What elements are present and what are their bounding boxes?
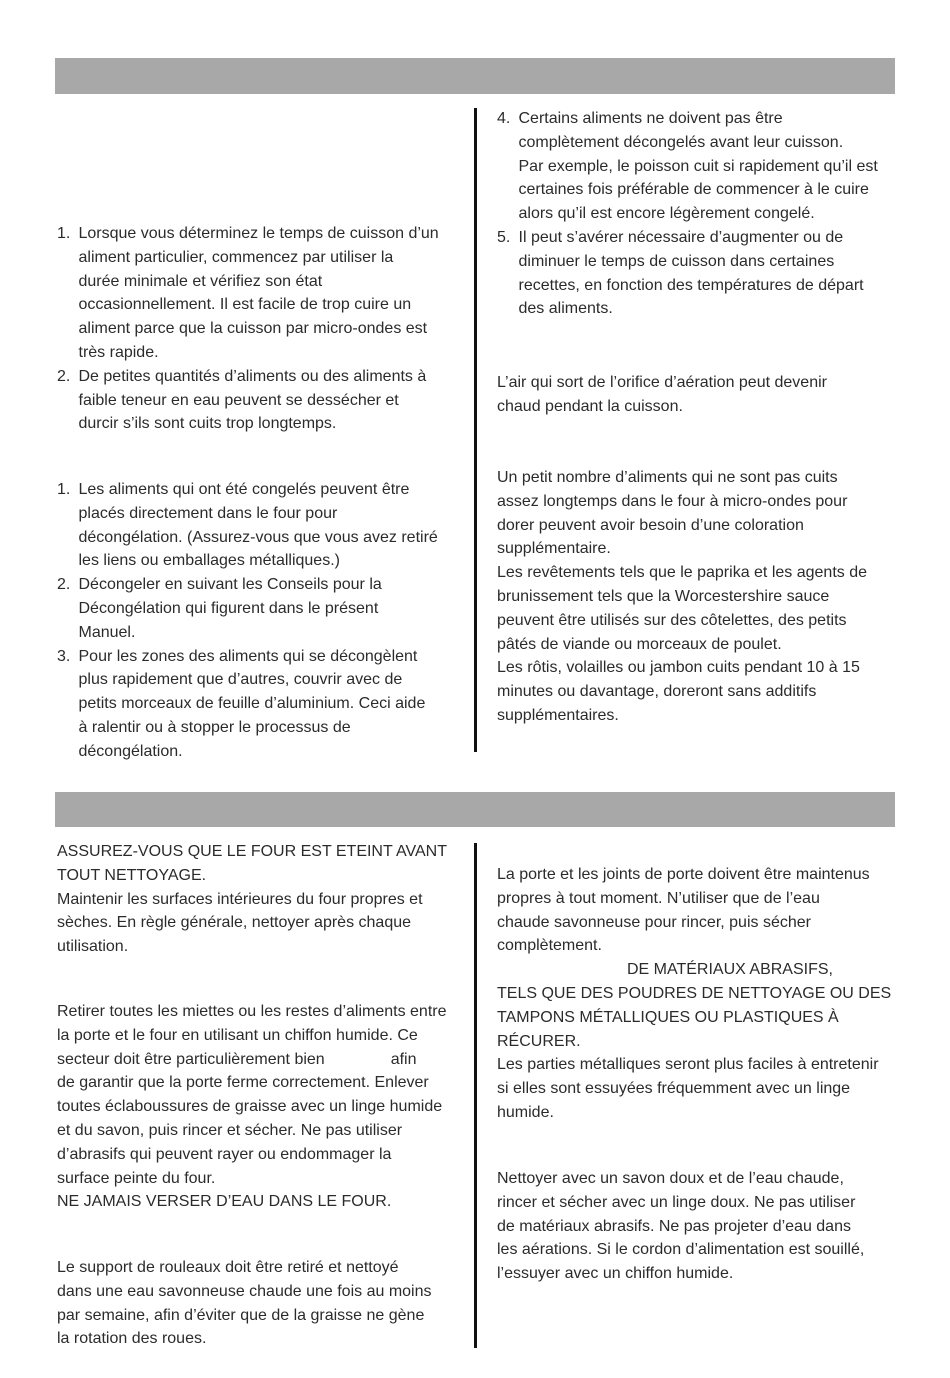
item-text	[79, 478, 438, 573]
text-line: aliment particulier, commencez par utiliser la	[78, 248, 394, 266]
item-text	[519, 107, 878, 226]
text-line: De petites quantités d’aliments ou des aliments à	[78, 367, 427, 385]
text-line: de matériaux abrasifs. Ne pas projeter d’eau dans	[497, 1217, 851, 1235]
text-line: à ralentir ou à stopper le processus de	[78, 718, 351, 736]
text-line: et du savon, puis rincer et sécher. Ne pas utiliser	[57, 1121, 403, 1139]
item-number: 4.	[497, 110, 511, 127]
item-number: 3.	[57, 647, 71, 665]
text-line: dorer peuvent avoir besoin d’une coloration	[497, 516, 804, 534]
text-segment: secteur doit être particulièrement bien	[57, 1050, 325, 1068]
text-line: TAMPONS MÉTALLIQUES OU PLASTIQUES À	[497, 1008, 839, 1026]
interior-cleaning-paragraph	[57, 1000, 447, 1214]
text-line: les aérations. Si le cordon d’alimentation est souillé,	[497, 1241, 865, 1259]
text-line: très rapide.	[78, 343, 159, 361]
text-line: Il peut s’avérer nécessaire d’augmenter ou de	[518, 228, 844, 246]
text-line: certaines fois préférable de commencer à le cuire	[518, 181, 869, 199]
text-line: peuvent être utilisés sur des côtelettes, des petits	[497, 611, 847, 629]
text-line: aliment parce que la cuisson par micro-ondes est	[78, 320, 428, 338]
text-line: Nettoyer avec un savon doux et de l’eau chaude,	[497, 1170, 844, 1187]
text-line: complètement décongelés avant leur cuisson.	[518, 133, 844, 151]
item-text	[519, 226, 878, 321]
text-line: durcir s’ils sont cuits trop longtemps.	[78, 415, 337, 433]
text-line: des aliments.	[518, 300, 613, 318]
text-line	[57, 1048, 447, 1072]
text-line: les liens ou emballages métalliques.)	[78, 552, 340, 570]
text-line: sèches. En règle générale, nettoyer après chaque	[57, 914, 412, 932]
text-line: Décongeler en suivant les Conseils pour la	[78, 576, 382, 594]
text-line: ASSUREZ-VOUS QUE LE FOUR EST ETEINT AVANT	[57, 843, 447, 860]
text-line: Un petit nombre d’aliments qui ne sont pas cuits	[497, 469, 838, 486]
numbered-item	[57, 365, 439, 436]
item-text	[79, 365, 439, 436]
text-line: rincer et sécher avec un linge doux. Ne pas utiliser	[497, 1193, 856, 1211]
item-text	[79, 645, 438, 764]
text-line: NE JAMAIS VERSER D’EAU DANS LE FOUR.	[57, 1193, 392, 1211]
text-line: si elles sont essuyées fréquemment avec un linge	[497, 1080, 851, 1098]
section-header-bar-top	[55, 58, 895, 94]
text-line: durée minimale et vérifiez son état	[78, 272, 323, 290]
item-number: 5.	[497, 228, 511, 246]
item-number: 2.	[57, 576, 71, 594]
text-line: petits morceaux de feuille d’aluminium. Ceci aide	[78, 695, 426, 713]
text-line: propres à tout moment. N’utiliser que de l’eau	[497, 889, 820, 907]
text-line: assez longtemps dans le four à micro-ondes pour	[497, 492, 848, 510]
item-text	[79, 222, 439, 365]
text-line: Par exemple, le poisson cuit si rapidement qu’il est	[518, 157, 878, 175]
browning-paragraph	[497, 466, 867, 728]
item-number: 2.	[57, 367, 71, 385]
defrosting-tips-list	[57, 478, 438, 764]
text-line: la porte et le four en utilisant un chiffon humide. Ce	[57, 1026, 418, 1044]
numbered-item	[57, 222, 439, 365]
roller-support-paragraph	[57, 1256, 432, 1351]
text-line: l’essuyer avec un chiffon humide.	[497, 1265, 734, 1283]
text-line: Les aliments qui ont été congelés peuvent être	[78, 481, 410, 498]
text-line: faible teneur en eau peuvent se dessécher et	[78, 391, 399, 409]
text-line: diminuer le temps de cuisson dans certaines	[518, 252, 835, 270]
text-line: Maintenir les surfaces intérieures du four propres et	[57, 890, 423, 908]
column-divider-top	[474, 108, 477, 752]
text-line: pâtés de viande ou morceaux de poulet.	[497, 635, 782, 653]
door-cleaning-paragraph	[497, 863, 891, 1125]
text-line: recettes, en fonction des températures de départ	[518, 276, 864, 294]
text-line: complètement.	[497, 937, 602, 955]
text-line: plus rapidement que d’autres, couvrir avec de	[78, 671, 403, 689]
text-line: La porte et les joints de porte doivent être maintenus	[497, 866, 870, 883]
text-line: Lorsque vous déterminez le temps de cuisson d’un	[78, 225, 439, 242]
cleaning-intro-paragraph	[57, 840, 447, 959]
text-line: la rotation des roues.	[57, 1330, 207, 1348]
text-line: surface peinte du four.	[57, 1169, 216, 1187]
text-line: Les parties métalliques seront plus faciles à entretenir	[497, 1056, 879, 1074]
text-line: de garantir que la porte ferme correctement. Enlever	[57, 1074, 429, 1092]
text-line: alors qu’il est encore légèrement congelé.	[518, 205, 815, 223]
text-line: chaude savonneuse pour rincer, puis sécher	[497, 913, 811, 931]
text-line: brunissement tels que la Worcestershire sauce	[497, 587, 830, 605]
item-number: 1.	[57, 481, 71, 498]
numbered-item	[57, 573, 438, 644]
text-line: par semaine, afin d’éviter que de la graisse ne gène	[57, 1306, 425, 1324]
text-line: Les revêtements tels que le paprika et les agents de	[497, 564, 867, 582]
numbered-item	[497, 107, 878, 226]
numbered-item	[57, 478, 438, 573]
item-number: 1.	[57, 225, 71, 242]
text-line: Pour les zones des aliments qui se décongèlent	[78, 647, 418, 665]
text-line: minutes ou davantage, doreront sans additifs	[497, 683, 817, 701]
text-line: Certains aliments ne doivent pas être	[518, 110, 783, 127]
text-line: RÉCURER.	[497, 1032, 581, 1050]
text-line: décongélation.	[78, 742, 183, 760]
text-line: placés directement dans le four pour	[78, 504, 338, 522]
text-line: occasionnellement. Il est facile de trop cuire un	[78, 296, 412, 314]
cooking-tips-list-continued	[497, 107, 878, 321]
text-line: chaud pendant la cuisson.	[497, 397, 683, 415]
numbered-item	[497, 226, 878, 321]
text-line: Décongélation qui figurent dans le présent	[78, 599, 379, 617]
section-header-bar-bottom	[55, 792, 895, 827]
exterior-cleaning-paragraph	[497, 1167, 864, 1286]
text-line: TELS QUE DES POUDRES DE NETTOYAGE OU DES	[497, 984, 892, 1002]
text-line: dans une eau savonneuse chaude une fois au moins	[57, 1282, 432, 1300]
text-line: décongélation. (Assurez-vous que vous avez retiré	[78, 528, 438, 546]
text-line: d’abrasifs qui peuvent rayer ou endommager la	[57, 1145, 392, 1163]
column-divider-bottom	[474, 843, 477, 1348]
text-line: L’air qui sort de l’orifice d’aération peut devenir	[497, 374, 827, 391]
text-line: TOUT NETTOYAGE.	[57, 866, 207, 884]
item-text	[79, 573, 438, 644]
text-line: humide.	[497, 1103, 554, 1121]
text-line: toutes éclaboussures de graisse avec un linge humide	[57, 1098, 443, 1116]
text-segment: afin	[390, 1050, 417, 1068]
text-line: utilisation.	[57, 938, 129, 956]
text-line: supplémentaire.	[497, 540, 611, 558]
text-line: supplémentaires.	[497, 706, 619, 724]
cooking-tips-list	[57, 222, 439, 436]
text-line: Le support de rouleaux doit être retiré et nettoyé	[57, 1259, 399, 1276]
text-line: Les rôtis, volailles ou jambon cuits pendant 10 à 15	[497, 659, 860, 677]
text-line: Manuel.	[78, 623, 136, 641]
text-line: DE MATÉRIAUX ABRASIFS,	[627, 961, 833, 979]
vent-air-paragraph	[497, 371, 827, 419]
text-line: Retirer toutes les miettes ou les restes d’aliments entre	[57, 1003, 447, 1020]
numbered-item	[57, 645, 438, 764]
